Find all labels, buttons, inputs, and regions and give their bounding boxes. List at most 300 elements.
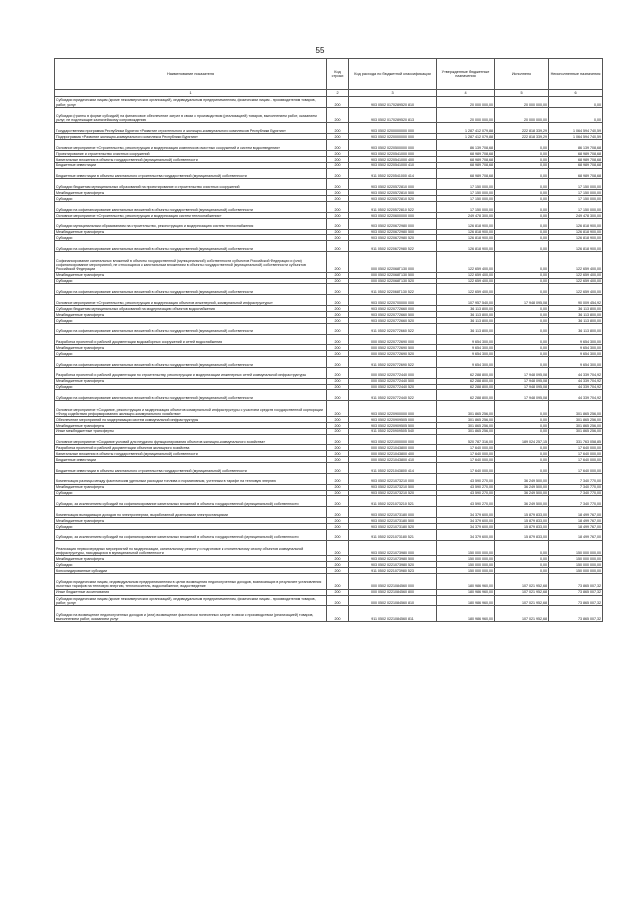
- row-unexecuted: 9 654 300,00: [549, 334, 603, 345]
- row-code: 200: [327, 518, 349, 524]
- row-unexecuted: 9 654 300,00: [549, 357, 603, 368]
- row-unexecuted: 0,00: [549, 107, 603, 123]
- row-unexecuted: 301 865 256,00: [549, 416, 603, 422]
- row-name: Субсидии: [55, 196, 327, 202]
- row-name: Межбюджетные трансферты: [55, 556, 327, 562]
- row-unexecuted: 17 150 000,00: [549, 196, 603, 202]
- table-row: [55, 434, 603, 445]
- row-code: 200: [327, 556, 349, 562]
- row-code: 200: [327, 202, 349, 213]
- row-name: Субсидии на софинансирование капитальных вложений в объекты государственной (муниципальной) собственности: [55, 202, 327, 213]
- row-executed: 0,00: [495, 179, 549, 190]
- row-code: 200: [327, 123, 349, 134]
- row-unexecuted: 150 000 000,00: [549, 562, 603, 568]
- table-body: [55, 97, 603, 622]
- row-unexecuted: 44 339 704,92: [549, 390, 603, 401]
- row-code: 200: [327, 278, 349, 284]
- row-unexecuted: 73 865 007,32: [549, 595, 603, 606]
- row-unexecuted: 122 659 400,00: [549, 278, 603, 284]
- row-approved: 301 865 256,00: [437, 416, 495, 422]
- row-approved: 43 590 270,00: [437, 496, 495, 507]
- row-unexecuted: 18 499 767,00: [549, 507, 603, 518]
- row-executed: 0,00: [495, 272, 549, 278]
- row-code: 200: [327, 568, 349, 574]
- row-code: 200: [327, 179, 349, 190]
- row-unexecuted: 18 499 767,00: [549, 529, 603, 540]
- table-row: [55, 295, 603, 306]
- row-classification: 903 0502 0220772660 520: [349, 317, 437, 323]
- row-code: 200: [327, 457, 349, 463]
- row-classification: 903 0502 0221073980 000: [349, 540, 437, 556]
- table-row: [55, 202, 603, 213]
- row-unexecuted: 7 340 770,00: [549, 484, 603, 490]
- row-approved: 126 818 900,00: [437, 229, 495, 235]
- row-classification: 911 0502 0221084560 811: [349, 606, 437, 622]
- row-name: Субсидии бюджетам муниципальных образований на проектирование и строительство очистных сооружений: [55, 179, 327, 190]
- row-executed: 15 879 833,00: [495, 523, 549, 529]
- row-code: 200: [327, 229, 349, 235]
- row-approved: 36 113 800,00: [437, 317, 495, 323]
- row-unexecuted: 122 659 400,00: [549, 252, 603, 273]
- table-row: [55, 463, 603, 474]
- row-approved: 17 150 000,00: [437, 202, 495, 213]
- row-executed: 0,00: [495, 202, 549, 213]
- row-unexecuted: 44 339 704,92: [549, 367, 603, 378]
- row-executed: 36 249 500,00: [495, 473, 549, 484]
- row-classification: 000 0502 0221084560 810: [349, 595, 437, 606]
- row-executed: 0,00: [495, 351, 549, 357]
- row-classification: 000 0502 0220772690 520: [349, 351, 437, 357]
- row-approved: 1 287 412 079,88: [437, 134, 495, 140]
- row-approved: 17 150 000,00: [437, 196, 495, 202]
- row-code: 200: [327, 606, 349, 622]
- row-name: Субсидии на софинансирование капитальных вложений в объекты государственной (муниципальной) собственности: [55, 357, 327, 368]
- row-executed: 189 024 257,15: [495, 434, 549, 445]
- row-name: Субсидии (гранты в форме субсидий) на финансовое обеспечение затрат в связи с производством (реализацией) товаров, выполнением работ, оказанием услуг, не подлежащие казначейскому сопровождению: [55, 107, 327, 123]
- row-approved: 301 865 256,00: [437, 401, 495, 417]
- row-unexecuted: 68 989 708,68: [549, 156, 603, 162]
- row-classification: 903 0502 0221073210 000: [349, 473, 437, 484]
- row-code: 200: [327, 168, 349, 179]
- row-code: 200: [327, 311, 349, 317]
- row-unexecuted: 126 818 900,00: [549, 229, 603, 235]
- row-name: Софинансирование капитальных вложений в объекты государственной (муниципальной) собственности субъектов Российской Федерации и (или) софинансирование мероприятий, не относящихся к капитальным вложениям в объекты государственной (муниципальной) собственности субъектов Российской Федерации: [55, 252, 327, 273]
- row-approved: 36 113 800,00: [437, 306, 495, 312]
- row-executed: 0,00: [495, 401, 549, 417]
- row-executed: 20 000 000,00: [495, 107, 549, 123]
- row-classification: 903 0502 0220572810 000: [349, 179, 437, 190]
- row-executed: 0,00: [495, 451, 549, 457]
- row-name: Субсидии юридическим лицам, индивидуальным предпринимателям в целях возмещения недополученных доходов, возникающих в результате установления льготных тарифов на тепловую энергию, теплоноситель, водоснабжение, водоотведение: [55, 574, 327, 590]
- row-code: 200: [327, 463, 349, 474]
- row-executed: 15 879 833,00: [495, 507, 549, 518]
- row-code: 200: [327, 523, 349, 529]
- row-name: Компенсация выпадающих доходов по электроэнергии, выработанной дизельными электростанциями: [55, 507, 327, 518]
- row-executed: 0,00: [495, 140, 549, 151]
- row-classification: 911 0502 0221043800 414: [349, 463, 437, 474]
- row-name: Консолидированные субсидии: [55, 568, 327, 574]
- row-classification: 903 0502 0220600000 000: [349, 212, 437, 218]
- row-classification: 000 0502 0221084560 000: [349, 574, 437, 590]
- row-unexecuted: 0,00: [549, 97, 603, 108]
- row-approved: 62 288 800,00: [437, 390, 495, 401]
- row-executed: 0,00: [495, 568, 549, 574]
- row-name: Межбюджетные трансферты: [55, 378, 327, 384]
- row-code: 200: [327, 97, 349, 108]
- row-unexecuted: 36 113 800,00: [549, 306, 603, 312]
- row-unexecuted: 68 989 708,68: [549, 162, 603, 168]
- row-code: 200: [327, 529, 349, 540]
- row-approved: 9 654 300,00: [437, 357, 495, 368]
- row-executed: 0,00: [495, 306, 549, 312]
- row-classification: 911 0502 0220772660 522: [349, 323, 437, 334]
- row-approved: 180 986 960,00: [437, 589, 495, 595]
- row-code: 200: [327, 496, 349, 507]
- row-code: 200: [327, 428, 349, 434]
- row-approved: 62 288 800,00: [437, 367, 495, 378]
- row-approved: 150 000 000,00: [437, 540, 495, 556]
- row-unexecuted: 9 654 300,00: [549, 351, 603, 357]
- col-number: 2: [327, 90, 349, 97]
- row-approved: 180 986 960,00: [437, 595, 495, 606]
- row-code: 200: [327, 284, 349, 295]
- row-approved: 43 590 270,00: [437, 490, 495, 496]
- row-classification: 911 0502 0220572810 522: [349, 202, 437, 213]
- row-name: Межбюджетные трансферты: [55, 190, 327, 196]
- row-executed: 0,00: [495, 212, 549, 218]
- row-approved: 17 640 000,00: [437, 445, 495, 451]
- table-row: [55, 357, 603, 368]
- row-approved: 107 957 540,00: [437, 295, 495, 306]
- col-number: 5: [495, 90, 549, 97]
- table-row: [55, 168, 603, 179]
- table-row: [55, 496, 603, 507]
- row-executed: 107 021 952,68: [495, 595, 549, 606]
- table-row: [55, 595, 603, 606]
- table-row: [55, 473, 603, 484]
- header-name: Наименование показателя: [55, 59, 327, 90]
- row-classification: 903 0502 0220909505 500: [349, 422, 437, 428]
- row-executed: 0,00: [495, 540, 549, 556]
- row-executed: 20 000 000,00: [495, 97, 549, 108]
- row-approved: 150 000 000,00: [437, 556, 495, 562]
- row-executed: 0,00: [495, 334, 549, 345]
- row-executed: 36 249 500,00: [495, 490, 549, 496]
- row-name: Капитальные вложения в объекты государственной (муниципальной) собственности: [55, 156, 327, 162]
- row-unexecuted: 150 000 000,00: [549, 568, 603, 574]
- row-code: 200: [327, 367, 349, 378]
- row-classification: 903 0502 0220900000 000: [349, 401, 437, 417]
- row-name: Субсидии на возмещение недополученных доходов и (или) возмещение фактически понесенных затрат в связи с производством (реализацией) товаров, выполнением работ, оказанием услуг: [55, 606, 327, 622]
- row-approved: 301 865 256,00: [437, 428, 495, 434]
- row-approved: 1 287 412 079,88: [437, 123, 495, 134]
- row-name: Бюджетные инвестиции: [55, 162, 327, 168]
- row-unexecuted: 1 064 594 740,59: [549, 123, 603, 134]
- row-unexecuted: 44 339 704,92: [549, 384, 603, 390]
- row-executed: 36 249 500,00: [495, 496, 549, 507]
- row-classification: 903 0502 0221000000 000: [349, 434, 437, 445]
- row-code: 200: [327, 334, 349, 345]
- row-unexecuted: 18 499 767,00: [549, 523, 603, 529]
- row-approved: 20 000 000,00: [437, 97, 495, 108]
- row-code: 200: [327, 190, 349, 196]
- row-name: Основное мероприятие «Создание условий для неудачно функционирования объектов жилищно-коммунального хозяйства»: [55, 434, 327, 445]
- table-row: [55, 140, 603, 151]
- row-classification: 903 0502 0220500000 000: [349, 140, 437, 151]
- row-approved: 20 000 000,00: [437, 107, 495, 123]
- row-classification: 911 0502 022068Г130 522: [349, 284, 437, 295]
- table-row: [55, 107, 603, 123]
- row-code: 200: [327, 140, 349, 151]
- row-executed: 107 021 952,68: [495, 574, 549, 590]
- row-approved: 122 659 400,00: [437, 252, 495, 273]
- row-code: 200: [327, 451, 349, 457]
- table-row: [55, 606, 603, 622]
- header-code: Код строки: [327, 59, 349, 90]
- col-number: 1: [55, 90, 327, 97]
- row-classification: 903 0502 0220572810 520: [349, 196, 437, 202]
- row-name: Бюджетные инвестиции в объекты капитального строительства государственной (муниципальной) собственности: [55, 463, 327, 474]
- row-classification: 911 0502 0220909505 540: [349, 428, 437, 434]
- row-name: Межбюджетные трансферты: [55, 272, 327, 278]
- row-classification: 903 0502 0221073180 520: [349, 523, 437, 529]
- row-name: Бюджетные инвестиции в объекты капитального строительства государственной (муниципальной) собственности: [55, 168, 327, 179]
- row-code: 200: [327, 162, 349, 168]
- row-name: Обеспечение мероприятий по модернизации систем коммунальной инфраструктуры: [55, 416, 327, 422]
- row-name: Субсидии на софинансирование капитальных вложений в объекты государственной (муниципальной) собственности: [55, 241, 327, 252]
- row-classification: 000 0502 022068Г130 500: [349, 272, 437, 278]
- row-approved: 43 590 270,00: [437, 484, 495, 490]
- row-approved: 17 150 000,00: [437, 179, 495, 190]
- row-classification: 903 0502 0220772660 500: [349, 311, 437, 317]
- row-executed: 0,00: [495, 562, 549, 568]
- row-unexecuted: 90 009 454,92: [549, 295, 603, 306]
- row-approved: 43 590 270,00: [437, 473, 495, 484]
- row-classification: 903 0502 0221073210 520: [349, 490, 437, 496]
- row-executed: 0,00: [495, 317, 549, 323]
- row-code: 200: [327, 317, 349, 323]
- row-name: Субсидии: [55, 523, 327, 529]
- row-approved: 180 986 960,00: [437, 606, 495, 622]
- row-unexecuted: 9 654 300,00: [549, 345, 603, 351]
- row-classification: 903 0502 0221073980 500: [349, 556, 437, 562]
- row-executed: 17 948 095,08: [495, 367, 549, 378]
- row-executed: 0,00: [495, 323, 549, 334]
- row-code: 200: [327, 357, 349, 368]
- row-approved: 9 654 300,00: [437, 345, 495, 351]
- table-row: [55, 241, 603, 252]
- row-code: 200: [327, 212, 349, 218]
- row-executed: 107 021 952,68: [495, 606, 549, 622]
- row-approved: 180 986 960,00: [437, 574, 495, 590]
- row-classification: 903 0502 0220541000 400: [349, 156, 437, 162]
- row-unexecuted: 17 640 000,00: [549, 457, 603, 463]
- row-classification: 000 0502 022068Г130 000: [349, 252, 437, 273]
- row-unexecuted: 122 659 400,00: [549, 284, 603, 295]
- row-approved: 68 989 708,68: [437, 150, 495, 156]
- row-code: 200: [327, 218, 349, 229]
- row-approved: 34 379 600,00: [437, 529, 495, 540]
- row-classification: 911 0502 0220772690 522: [349, 357, 437, 368]
- row-classification: 911 0502 0220541000 414: [349, 168, 437, 179]
- row-executed: 36 249 500,00: [495, 484, 549, 490]
- row-approved: 62 288 800,00: [437, 378, 495, 384]
- row-executed: 107 021 952,68: [495, 589, 549, 595]
- row-code: 200: [327, 473, 349, 484]
- row-executed: 0,00: [495, 428, 549, 434]
- row-unexecuted: 17 150 000,00: [549, 190, 603, 196]
- table-row: [55, 284, 603, 295]
- row-unexecuted: 18 499 767,00: [549, 518, 603, 524]
- row-approved: 301 865 256,00: [437, 422, 495, 428]
- row-name: Проектирование и строительство очистных сооружений: [55, 150, 327, 156]
- row-name: Субсидии: [55, 384, 327, 390]
- table-row: [55, 252, 603, 273]
- row-code: 200: [327, 107, 349, 123]
- row-executed: 0,00: [495, 235, 549, 241]
- row-name: Субсидии юридическим лицам (кроме некоммерческих организаций), индивидуальным предпринимателям, физическим лицам - производителям товаров, работ, услуг: [55, 595, 327, 606]
- row-classification: 903 0502 0221073210 500: [349, 484, 437, 490]
- row-approved: 34 379 600,00: [437, 507, 495, 518]
- row-executed: 222 818 339,29: [495, 134, 549, 140]
- row-approved: 86 139 708,68: [437, 140, 495, 151]
- table-row: [55, 507, 603, 518]
- row-approved: 68 989 708,68: [437, 168, 495, 179]
- row-approved: 62 288 800,00: [437, 384, 495, 390]
- col-number: 4: [437, 90, 495, 97]
- row-executed: 0,00: [495, 311, 549, 317]
- row-code: 200: [327, 562, 349, 568]
- row-classification: 903 0502 0220541000 410: [349, 162, 437, 168]
- row-approved: 34 379 600,00: [437, 523, 495, 529]
- row-code: 200: [327, 196, 349, 202]
- row-unexecuted: 17 640 000,00: [549, 445, 603, 451]
- row-code: 200: [327, 272, 349, 278]
- header-executed: Исполнено: [495, 59, 549, 90]
- row-classification: 000 0502 0221043800 000: [349, 445, 437, 451]
- table-row: [55, 323, 603, 334]
- row-approved: 520 787 316,00: [437, 434, 495, 445]
- row-name: Субсидии: [55, 235, 327, 241]
- row-code: 200: [327, 574, 349, 590]
- row-classification: 911 0502 0221073210 521: [349, 496, 437, 507]
- row-executed: 17 948 095,08: [495, 295, 549, 306]
- row-approved: 150 000 000,00: [437, 568, 495, 574]
- row-name: Субсидии бюджетам муниципальных образований на модернизацию объектов водоснабжения: [55, 306, 327, 312]
- row-approved: 36 113 800,00: [437, 311, 495, 317]
- col-number: 6: [549, 90, 603, 97]
- row-code: 200: [327, 589, 349, 595]
- row-classification: 000 0502 0221043800 410: [349, 457, 437, 463]
- table-row: [55, 574, 603, 590]
- row-name: Субсидии: [55, 278, 327, 284]
- row-name: Основное мероприятие «Строительство, реконструкция и модернизация систем теплоснабжения»: [55, 212, 327, 218]
- budget-table: [54, 58, 603, 622]
- row-approved: 122 659 400,00: [437, 284, 495, 295]
- row-unexecuted: 301 865 256,00: [549, 422, 603, 428]
- row-unexecuted: 17 640 000,00: [549, 451, 603, 457]
- row-unexecuted: 249 478 300,00: [549, 212, 603, 218]
- row-name: Субсидии: [55, 562, 327, 568]
- row-classification: 903 0502 0220000000 000: [349, 134, 437, 140]
- row-classification: 000 0502 0220772690 000: [349, 334, 437, 345]
- row-unexecuted: 86 139 708,68: [549, 140, 603, 151]
- row-approved: 126 818 900,00: [437, 235, 495, 241]
- row-approved: 249 478 300,00: [437, 212, 495, 218]
- row-code: 200: [327, 445, 349, 451]
- row-unexecuted: 36 113 800,00: [549, 317, 603, 323]
- row-code: 200: [327, 401, 349, 417]
- row-code: 200: [327, 351, 349, 357]
- row-classification: 903 0502 0220700000 000: [349, 295, 437, 306]
- row-executed: 0,00: [495, 345, 549, 351]
- row-name: Государственная программа Республики Бурятия «Развитие строительного и жилищно-коммунального комплексов Республики Бурятия»: [55, 123, 327, 134]
- row-code: 200: [327, 507, 349, 518]
- row-approved: 68 989 708,68: [437, 156, 495, 162]
- row-code: 200: [327, 241, 349, 252]
- row-executed: 15 879 833,00: [495, 518, 549, 524]
- row-classification: 903 0502 0220672980 520: [349, 235, 437, 241]
- row-code: 200: [327, 134, 349, 140]
- row-classification: 000 0502 022068Г130 520: [349, 278, 437, 284]
- row-executed: 0,00: [495, 241, 549, 252]
- row-unexecuted: 1 064 594 740,59: [549, 134, 603, 140]
- row-classification: 000 0502 0221043800 400: [349, 451, 437, 457]
- row-executed: 0,00: [495, 422, 549, 428]
- row-approved: 17 640 000,00: [437, 451, 495, 457]
- row-unexecuted: 73 865 007,32: [549, 574, 603, 590]
- row-classification: 000 0502 0220772440 520: [349, 384, 437, 390]
- row-executed: 0,00: [495, 190, 549, 196]
- row-unexecuted: 68 989 708,68: [549, 150, 603, 156]
- row-approved: 9 654 300,00: [437, 334, 495, 345]
- row-code: 200: [327, 484, 349, 490]
- row-name: Разработка проектной и рабочей документации объектов жилищного хозяйства: [55, 445, 327, 451]
- row-unexecuted: 7 340 770,00: [549, 490, 603, 496]
- row-unexecuted: 36 113 800,00: [549, 323, 603, 334]
- row-name: Субсидии: [55, 317, 327, 323]
- table-row: [55, 218, 603, 229]
- table-row: [55, 179, 603, 190]
- row-classification: 903 0502 0170289520 810: [349, 97, 437, 108]
- row-code: 200: [327, 490, 349, 496]
- row-classification: 903 0502 0220672980 500: [349, 229, 437, 235]
- col-number: 3: [349, 90, 437, 97]
- row-code: 200: [327, 345, 349, 351]
- row-classification: 000 0502 0220772440 000: [349, 367, 437, 378]
- row-classification: 911 0502 0221073980 523: [349, 568, 437, 574]
- row-classification: 911 0502 0220672980 522: [349, 241, 437, 252]
- row-name: Субсидии: [55, 490, 327, 496]
- row-executed: 0,00: [495, 252, 549, 273]
- row-unexecuted: 301 865 256,00: [549, 428, 603, 434]
- row-unexecuted: 122 659 400,00: [549, 272, 603, 278]
- header-unexecuted: Неисполненные назначения: [549, 59, 603, 90]
- row-executed: 0,00: [495, 284, 549, 295]
- row-approved: 122 659 400,00: [437, 278, 495, 284]
- row-executed: 0,00: [495, 445, 549, 451]
- row-name: Межбюджетные трансферты: [55, 518, 327, 524]
- row-unexecuted: 301 865 256,00: [549, 401, 603, 417]
- row-executed: 0,00: [495, 457, 549, 463]
- table-row: [55, 390, 603, 401]
- table-row: [55, 401, 603, 417]
- row-executed: 0,00: [495, 150, 549, 156]
- row-unexecuted: 331 763 058,85: [549, 434, 603, 445]
- row-unexecuted: 17 150 000,00: [549, 179, 603, 190]
- row-executed: 0,00: [495, 196, 549, 202]
- row-code: 200: [327, 323, 349, 334]
